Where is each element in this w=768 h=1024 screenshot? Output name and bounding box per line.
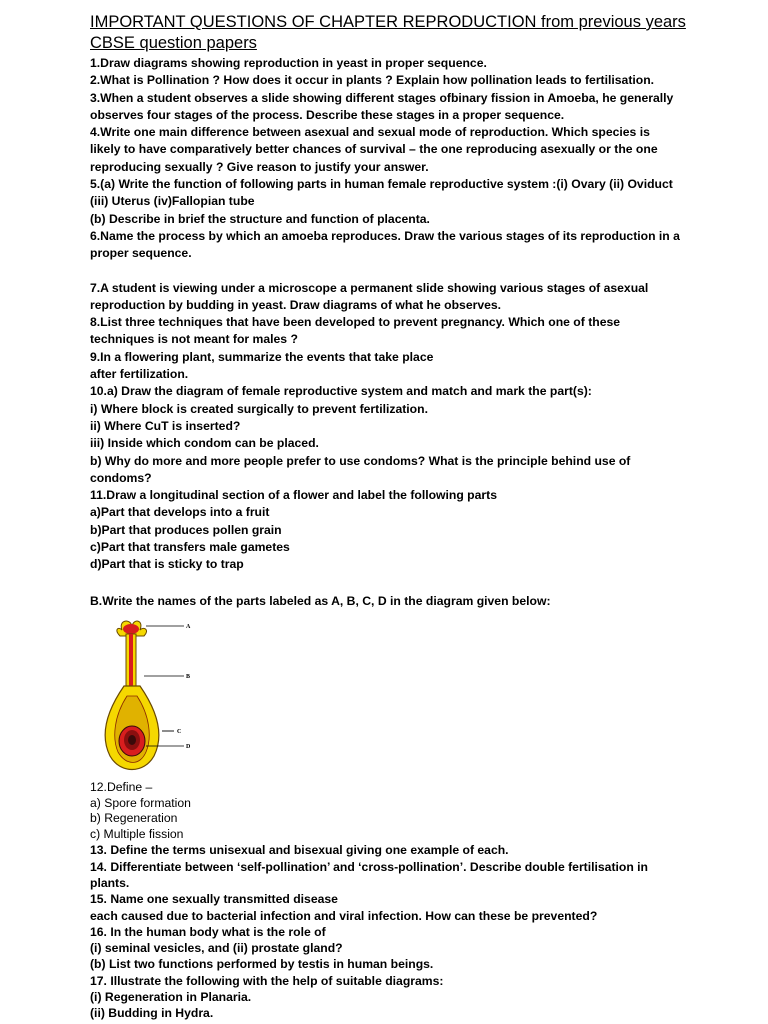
question-line: 3.When a student observes a slide showing different stages ofbinary fission in Amoeba, he generally: [90, 90, 674, 105]
question-line: reproduction by budding in yeast. Draw diagrams of what he observes.: [90, 297, 502, 312]
question-line: (b) List two functions performed by testis in human beings.: [90, 957, 434, 972]
question-line: techniques is not meant for males ?: [90, 332, 298, 347]
question-line: 6.Name the process by which an amoeba reproduces. Draw the various stages of its reproduction in a: [90, 228, 680, 243]
question-line: 2.What is Pollination ? How does it occur in plants ? Explain how pollination leads to fertilisation.: [90, 73, 655, 88]
question-line: 5.(a) Write the function of following parts in human female reproductive system :(i) Ovary (ii) Oviduct: [90, 177, 673, 192]
question-line: (ii) Budding in Hydra.: [90, 1006, 214, 1021]
document-page: [90, 12, 690, 610]
spacer: [90, 574, 690, 593]
question-line: (iii) Uterus (iv)Fallopian tube: [90, 194, 255, 209]
question-line: 14. Differentiate between ‘self-pollination’ and ‘cross-pollination’. Describe double fertilisation in plants.: [90, 859, 652, 890]
question-line: 7.A student is viewing under a microscope a permanent slide showing various stages of asexual: [90, 280, 649, 295]
define-line: b) Regeneration: [90, 811, 178, 826]
question-line: after fertilization.: [90, 367, 189, 382]
question-line: (i) seminal vesicles, and (ii) prostate gland?: [90, 941, 343, 956]
question-line: condoms?: [90, 470, 152, 485]
label-c: C: [177, 729, 182, 735]
define-line: c) Multiple fission: [90, 826, 184, 841]
lower-section: [90, 780, 690, 1022]
question-line: 1.Draw diagrams showing reproduction in yeast in proper sequence.: [90, 56, 487, 70]
question-line: 13. Define the terms unisexual and bisexual giving one example of each.: [90, 843, 509, 858]
document-title: IMPORTANT QUESTIONS OF CHAPTER REPRODUCTION from previous years CBSE question papers: [90, 13, 686, 52]
question-line: 11.Draw a longitudinal section of a flower and label the following parts: [90, 488, 497, 503]
diagram-question: B.Write the names of the parts labeled as A, B, C, D in the diagram given below:: [90, 593, 551, 608]
label-a: A: [186, 624, 191, 630]
question-line: proper sequence.: [90, 246, 192, 261]
question-line: 15. Name one sexually transmitted disease: [90, 892, 338, 907]
question-line: reproducing sexually ? Give reason to justify your answer.: [90, 159, 429, 174]
question-line: 9.In a flowering plant, summarize the events that take place: [90, 349, 434, 364]
question-line: ii) Where CuT is inserted?: [90, 418, 241, 433]
spacer: [90, 263, 690, 280]
question-line: (b) Describe in brief the structure and function of placenta.: [90, 211, 430, 226]
question-line: d)Part that is sticky to trap: [90, 557, 244, 572]
label-b: B: [186, 674, 191, 680]
question-line: 17. Illustrate the following with the help of suitable diagrams:: [90, 973, 444, 988]
question-line: c)Part that transfers male gametes: [90, 540, 290, 555]
pistil-diagram: [100, 616, 210, 776]
define-line: a) Spore formation: [90, 795, 191, 810]
define-line: 12.Define –: [90, 780, 153, 794]
question-line: 4.Write one main difference between asexual and sexual mode of reproduction. Which species is: [90, 125, 650, 140]
question-line: likely to have comparatively better chances of survival – the one reproducing asexually or the one: [90, 142, 658, 157]
label-d: D: [186, 744, 191, 750]
question-line: b) Why do more and more people prefer to use condoms? What is the principle behind use of: [90, 453, 631, 468]
question-line: each caused due to bacterial infection and viral infection. How can these be prevented?: [90, 908, 598, 923]
question-line: 8.List three techniques that have been developed to prevent pregnancy. Which one of these: [90, 315, 621, 330]
question-line: a)Part that develops into a fruit: [90, 505, 270, 520]
question-line: b)Part that produces pollen grain: [90, 522, 282, 537]
question-line: observes four stages of the process. Describe these stages in a proper sequence.: [90, 107, 565, 122]
question-line: 16. In the human body what is the role of: [90, 924, 326, 939]
question-line: 10.a) Draw the diagram of female reproductive system and match and mark the part(s):: [90, 384, 592, 399]
question-line: iii) Inside which condom can be placed.: [90, 436, 319, 451]
question-line: (i) Regeneration in Planaria.: [90, 990, 252, 1005]
question-line: i) Where block is created surgically to prevent fertilization.: [90, 401, 428, 416]
